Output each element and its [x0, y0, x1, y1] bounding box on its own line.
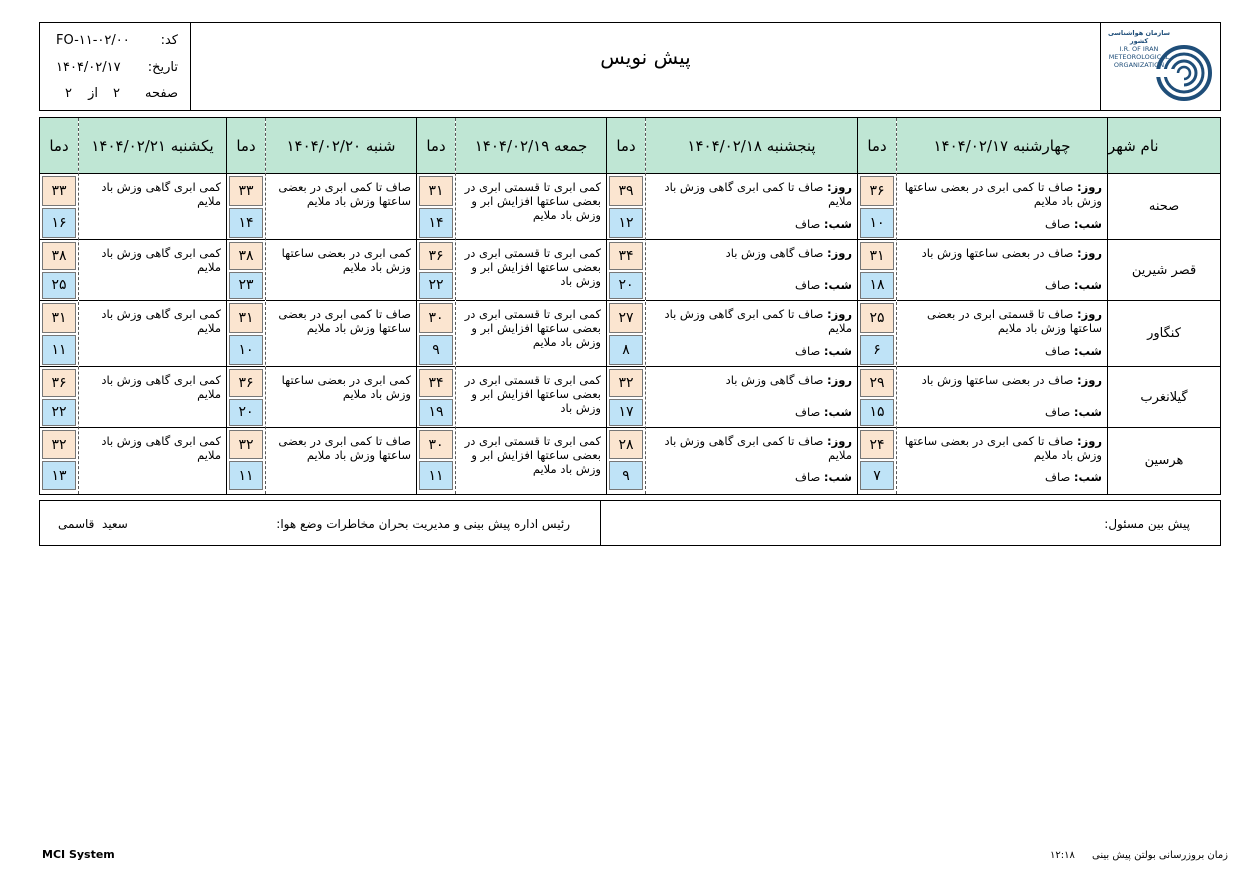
night-label: شب: [1073, 470, 1102, 484]
day-label: روز: [1077, 373, 1102, 387]
head-cell [40, 501, 600, 545]
max-temperature: ۳۸ [42, 242, 76, 270]
night-line [795, 278, 852, 292]
night-line [795, 470, 852, 484]
logo-area [1100, 23, 1220, 110]
temperature-header: دما [227, 118, 265, 174]
page-of-label: از [88, 86, 98, 101]
city-name: صحنه [1148, 199, 1180, 214]
min-temperature: ۱۶ [42, 208, 76, 238]
min-temperature: ۱۹ [419, 399, 453, 427]
forecast-cell [897, 301, 1107, 367]
day-header: یکشنبه ۱۴۰۴/۰۲/۲۱ [79, 118, 226, 174]
temperature-column [417, 118, 455, 494]
night-line [1045, 470, 1102, 484]
max-temperature: ۲۵ [860, 303, 894, 333]
night-label: شب: [1073, 278, 1102, 292]
max-temperature: ۳۸ [229, 242, 263, 270]
temperature-cell [227, 428, 265, 492]
max-temperature: ۳۳ [42, 176, 76, 206]
forecast-text [271, 373, 411, 401]
forecast-description: کمی ابری تا قسمتی ابری در بعضی ساعتها افزایش ابر و وزش باد ملایم [464, 434, 601, 476]
forecast-text [651, 246, 852, 260]
temperature-cell [607, 367, 645, 428]
head-label: رئیس اداره پیش بینی و مدیریت بحران مخاطرات وضع هوا: [276, 517, 570, 531]
forecast-text [271, 246, 411, 274]
forecast-cell [456, 174, 606, 240]
page-current: ۲ [113, 86, 120, 101]
temperature-cell [40, 240, 78, 301]
max-temperature: ۲۴ [860, 430, 894, 459]
temperature-cell [417, 174, 455, 240]
system-name: MCI System [42, 848, 115, 861]
forecast-cell [266, 428, 416, 492]
min-temperature: ۹ [609, 461, 643, 490]
max-temperature: ۳۰ [419, 303, 453, 333]
day-label: روز: [1077, 434, 1102, 448]
max-temperature: ۳۴ [419, 369, 453, 397]
logo-line-fa: سازمان هواشناسی کشور [1107, 29, 1171, 45]
max-temperature: ۳۳ [229, 176, 263, 206]
min-temperature: ۱۴ [419, 208, 453, 238]
temperature-cell [607, 428, 645, 492]
day-label: روز: [1077, 307, 1102, 321]
min-temperature: ۲۵ [42, 272, 76, 300]
min-temperature: ۱۰ [229, 335, 263, 365]
temperature-cell [227, 301, 265, 367]
city-name: گیلانغرب [1140, 389, 1188, 405]
forecast-text [271, 307, 411, 335]
city-cell [1108, 174, 1220, 240]
document-header [39, 22, 1221, 111]
min-temperature: ۱۰ [860, 208, 894, 238]
night-line [795, 217, 852, 231]
forecast-text [271, 434, 411, 462]
min-temperature: ۷ [860, 461, 894, 490]
city-name: هرسین [1144, 452, 1184, 468]
night-label: شب: [1073, 217, 1102, 231]
city-header: نام شهر [1108, 118, 1220, 174]
max-temperature: ۳۶ [419, 242, 453, 270]
update-time: ۱۲:۱۸ [1050, 850, 1075, 861]
temperature-column [607, 118, 645, 494]
day-group [606, 118, 857, 494]
forecast-text [902, 180, 1102, 208]
day-forecast: صاف تا کمی ابری در بعضی ساعتها وزش باد ملایم [904, 434, 1102, 462]
forecast-description: کمی ابری گاهی وزش باد ملایم [101, 246, 221, 274]
forecast-description: کمی ابری تا قسمتی ابری در بعضی ساعتها افزایش ابر و وزش باد ملایم [464, 180, 601, 222]
date-value: ۱۴۰۴/۰۲/۱۷ [56, 60, 121, 75]
temperature-column [858, 118, 896, 494]
forecast-description: کمی ابری گاهی وزش باد ملایم [101, 180, 221, 208]
forecast-cell [897, 174, 1107, 240]
date-label: تاریخ: [147, 60, 178, 75]
max-temperature: ۲۷ [609, 303, 643, 333]
forecast-description: کمی ابری تا قسمتی ابری در بعضی ساعتها افزایش ابر و وزش باد [464, 373, 601, 415]
forecast-text [651, 434, 852, 462]
night-line [1045, 344, 1102, 358]
forecast-text [902, 246, 1102, 260]
forecast-description: کمی ابری گاهی وزش باد ملایم [101, 307, 221, 335]
forecast-cell [79, 428, 226, 492]
temperature-cell [227, 174, 265, 240]
max-temperature: ۳۶ [860, 176, 894, 206]
forecast-description: صاف تا کمی ابری در بعضی ساعتها وزش باد ملایم [278, 307, 411, 335]
logo-line-2: METEOROLOGICAL [1108, 53, 1170, 61]
temperature-cell [417, 240, 455, 301]
min-temperature: ۱۱ [229, 461, 263, 490]
forecast-cell [897, 367, 1107, 428]
forecast-cell [456, 240, 606, 301]
night-line [795, 405, 852, 419]
min-temperature: ۲۳ [229, 272, 263, 300]
forecast-cell [79, 240, 226, 301]
forecast-description: صاف تا کمی ابری در بعضی ساعتها وزش باد ملایم [278, 434, 411, 462]
max-temperature: ۳۹ [609, 176, 643, 206]
city-cell [1108, 367, 1220, 428]
temperature-cell [858, 367, 896, 428]
night-forecast: صاف [1045, 405, 1071, 419]
forecast-cell [897, 240, 1107, 301]
temperature-cell [858, 428, 896, 492]
min-temperature: ۲۲ [419, 272, 453, 300]
night-forecast: صاف [795, 217, 821, 231]
document-meta [40, 23, 190, 110]
day-header: جمعه ۱۴۰۴/۰۲/۱۹ [456, 118, 606, 174]
day-label: روز: [827, 373, 852, 387]
forecast-cell [646, 240, 857, 301]
min-temperature: ۲۰ [609, 272, 643, 300]
forecast-cell [266, 174, 416, 240]
code-label: کد: [160, 33, 178, 48]
forecast-text [84, 246, 221, 274]
update-info [1050, 850, 1228, 861]
forecast-description: کمی ابری تا قسمتی ابری در بعضی ساعتها افزایش ابر و وزش باد [464, 246, 601, 288]
forecast-column [265, 118, 416, 494]
signature-box [39, 500, 1221, 546]
forecast-cell [79, 174, 226, 240]
day-forecast: صاف گاهی وزش باد [725, 246, 824, 260]
forecast-text [271, 180, 411, 208]
forecast-cell [646, 428, 857, 492]
day-group [40, 118, 226, 494]
max-temperature: ۳۱ [42, 303, 76, 333]
forecast-text [84, 180, 221, 208]
forecast-cell [266, 240, 416, 301]
max-temperature: ۳۱ [419, 176, 453, 206]
forecast-text [651, 307, 852, 335]
max-temperature: ۳۱ [229, 303, 263, 333]
night-forecast: صاف [1045, 278, 1071, 292]
night-forecast: صاف [1045, 344, 1071, 358]
min-temperature: ۱۳ [42, 461, 76, 490]
code-value: FO-۱۱-۰۲/۰۰ [56, 33, 130, 48]
forecaster-cell [600, 501, 1220, 545]
city-name: کنگاور [1147, 326, 1181, 341]
min-temperature: ۱۲ [609, 208, 643, 238]
temperature-cell [40, 367, 78, 428]
temperature-cell [858, 240, 896, 301]
day-label: روز: [827, 307, 852, 321]
max-temperature: ۳۲ [229, 430, 263, 459]
day-label: روز: [1077, 246, 1102, 260]
forecast-text [651, 180, 852, 208]
temperature-cell [607, 174, 645, 240]
temperature-cell [607, 301, 645, 367]
day-forecast: صاف تا قسمتی ابری در بعضی ساعتها وزش باد ملایم [926, 307, 1102, 335]
forecast-cell [897, 428, 1107, 492]
min-temperature: ۱۱ [419, 461, 453, 490]
temperature-cell [227, 367, 265, 428]
day-label: روز: [827, 246, 852, 260]
forecast-column [645, 118, 857, 494]
city-cell [1108, 240, 1220, 301]
temperature-column [40, 118, 78, 494]
min-temperature: ۱۱ [42, 335, 76, 365]
temperature-cell [40, 428, 78, 492]
city-cell [1108, 301, 1220, 367]
document-title: پیش نویس [600, 45, 691, 69]
min-temperature: ۲۲ [42, 399, 76, 427]
max-temperature: ۳۴ [609, 242, 643, 270]
forecast-text [461, 373, 601, 415]
temperature-cell [417, 367, 455, 428]
forecast-table [39, 117, 1221, 495]
forecast-text [84, 307, 221, 335]
forecast-text [84, 434, 221, 462]
forecast-cell [456, 301, 606, 367]
temperature-cell [227, 240, 265, 301]
day-label: روز: [827, 180, 852, 194]
forecast-text [461, 246, 601, 288]
forecast-cell [266, 367, 416, 428]
forecast-cell [456, 428, 606, 492]
forecast-cell [646, 367, 857, 428]
forecast-cell [646, 301, 857, 367]
day-header: پنجشنبه ۱۴۰۴/۰۲/۱۸ [646, 118, 857, 174]
temperature-cell [607, 240, 645, 301]
city-name: قصر شیرین [1131, 262, 1197, 278]
night-line [795, 344, 852, 358]
max-temperature: ۳۲ [609, 369, 643, 397]
forecast-text [902, 434, 1102, 462]
temperature-cell [40, 174, 78, 240]
min-temperature: ۱۷ [609, 399, 643, 427]
forecast-text [84, 373, 221, 401]
forecast-cell [646, 174, 857, 240]
min-temperature: ۱۴ [229, 208, 263, 238]
night-line [1045, 405, 1102, 419]
max-temperature: ۳۱ [860, 242, 894, 270]
city-cell [1108, 428, 1220, 492]
forecast-column [896, 118, 1107, 494]
night-forecast: صاف [795, 405, 821, 419]
min-temperature: ۱۵ [860, 399, 894, 427]
day-forecast: صاف تا کمی ابری گاهی وزش باد ملایم [664, 434, 852, 462]
temperature-header: دما [607, 118, 645, 174]
forecast-description: کمی ابری گاهی وزش باد ملایم [101, 434, 221, 462]
forecast-cell [266, 301, 416, 367]
night-line [1045, 217, 1102, 231]
day-group [857, 118, 1107, 494]
temperature-header: دما [417, 118, 455, 174]
forecast-cell [79, 367, 226, 428]
forecast-cell [79, 301, 226, 367]
night-label: شب: [823, 278, 852, 292]
forecast-description: صاف تا کمی ابری در بعضی ساعتها وزش باد ملایم [278, 180, 411, 208]
day-header: شنبه ۱۴۰۴/۰۲/۲۰ [266, 118, 416, 174]
min-temperature: ۹ [419, 335, 453, 365]
temperature-cell [40, 301, 78, 367]
forecast-description: کمی ابری در بعضی ساعتها وزش باد ملایم [281, 373, 411, 401]
forecast-description: کمی ابری تا قسمتی ابری در بعضی ساعتها افزایش ابر و وزش باد ملایم [464, 307, 601, 349]
day-forecast: صاف در بعضی ساعتها وزش باد [921, 246, 1074, 260]
max-temperature: ۳۰ [419, 430, 453, 459]
forecast-text [461, 307, 601, 349]
night-label: شب: [823, 470, 852, 484]
forecast-text [461, 180, 601, 222]
temperature-cell [417, 428, 455, 492]
night-label: شب: [823, 405, 852, 419]
max-temperature: ۳۲ [42, 430, 76, 459]
night-line [1045, 278, 1102, 292]
day-forecast: صاف تا کمی ابری در بعضی ساعتها وزش باد ملایم [904, 180, 1102, 208]
min-temperature: ۶ [860, 335, 894, 365]
night-forecast: صاف [1045, 217, 1071, 231]
night-forecast: صاف [1045, 470, 1071, 484]
temperature-cell [858, 301, 896, 367]
max-temperature: ۲۸ [609, 430, 643, 459]
day-group [226, 118, 416, 494]
min-temperature: ۲۰ [229, 399, 263, 427]
forecast-text [902, 307, 1102, 335]
logo-line-1: I.R. OF IRAN [1119, 45, 1159, 53]
max-temperature: ۲۹ [860, 369, 894, 397]
forecast-description: کمی ابری در بعضی ساعتها وزش باد ملایم [281, 246, 411, 274]
day-forecast: صاف تا کمی ابری گاهی وزش باد ملایم [664, 180, 852, 208]
document-title-cell [190, 23, 1100, 110]
city-column [1107, 118, 1220, 494]
logo-text [1107, 29, 1171, 69]
temperature-cell [417, 301, 455, 367]
day-forecast: صاف گاهی وزش باد [725, 373, 824, 387]
forecast-text [461, 434, 601, 476]
day-group [416, 118, 606, 494]
forecast-description: کمی ابری گاهی وزش باد ملایم [101, 373, 221, 401]
page-label: صفحه [145, 86, 178, 101]
max-temperature: ۳۶ [229, 369, 263, 397]
update-label: زمان بروزرسانی بولتن پیش بینی [1092, 850, 1228, 861]
temperature-column [227, 118, 265, 494]
forecast-text [651, 373, 852, 387]
forecast-column [78, 118, 226, 494]
head-name: سعید قاسمی [58, 517, 128, 531]
day-header: چهارشنبه ۱۴۰۴/۰۲/۱۷ [897, 118, 1107, 174]
min-temperature: ۸ [609, 335, 643, 365]
temperature-header: دما [858, 118, 896, 174]
night-forecast: صاف [795, 278, 821, 292]
night-label: شب: [1073, 344, 1102, 358]
night-forecast: صاف [795, 470, 821, 484]
temperature-cell [858, 174, 896, 240]
night-label: شب: [1073, 405, 1102, 419]
night-label: شب: [823, 217, 852, 231]
day-forecast: صاف تا کمی ابری گاهی وزش باد ملایم [664, 307, 852, 335]
min-temperature: ۱۸ [860, 272, 894, 300]
day-label: روز: [1077, 180, 1102, 194]
forecast-text [902, 373, 1102, 387]
logo-line-3: ORGANIZATION [1113, 61, 1165, 69]
forecast-column [455, 118, 606, 494]
night-forecast: صاف [795, 344, 821, 358]
night-label: شب: [823, 344, 852, 358]
page-total: ۲ [65, 86, 72, 101]
day-label: روز: [827, 434, 852, 448]
temperature-header: دما [40, 118, 78, 174]
forecast-cell [456, 367, 606, 428]
max-temperature: ۳۶ [42, 369, 76, 397]
forecaster-label: پیش بین مسئول: [1104, 517, 1190, 531]
day-forecast: صاف در بعضی ساعتها وزش باد [921, 373, 1074, 387]
